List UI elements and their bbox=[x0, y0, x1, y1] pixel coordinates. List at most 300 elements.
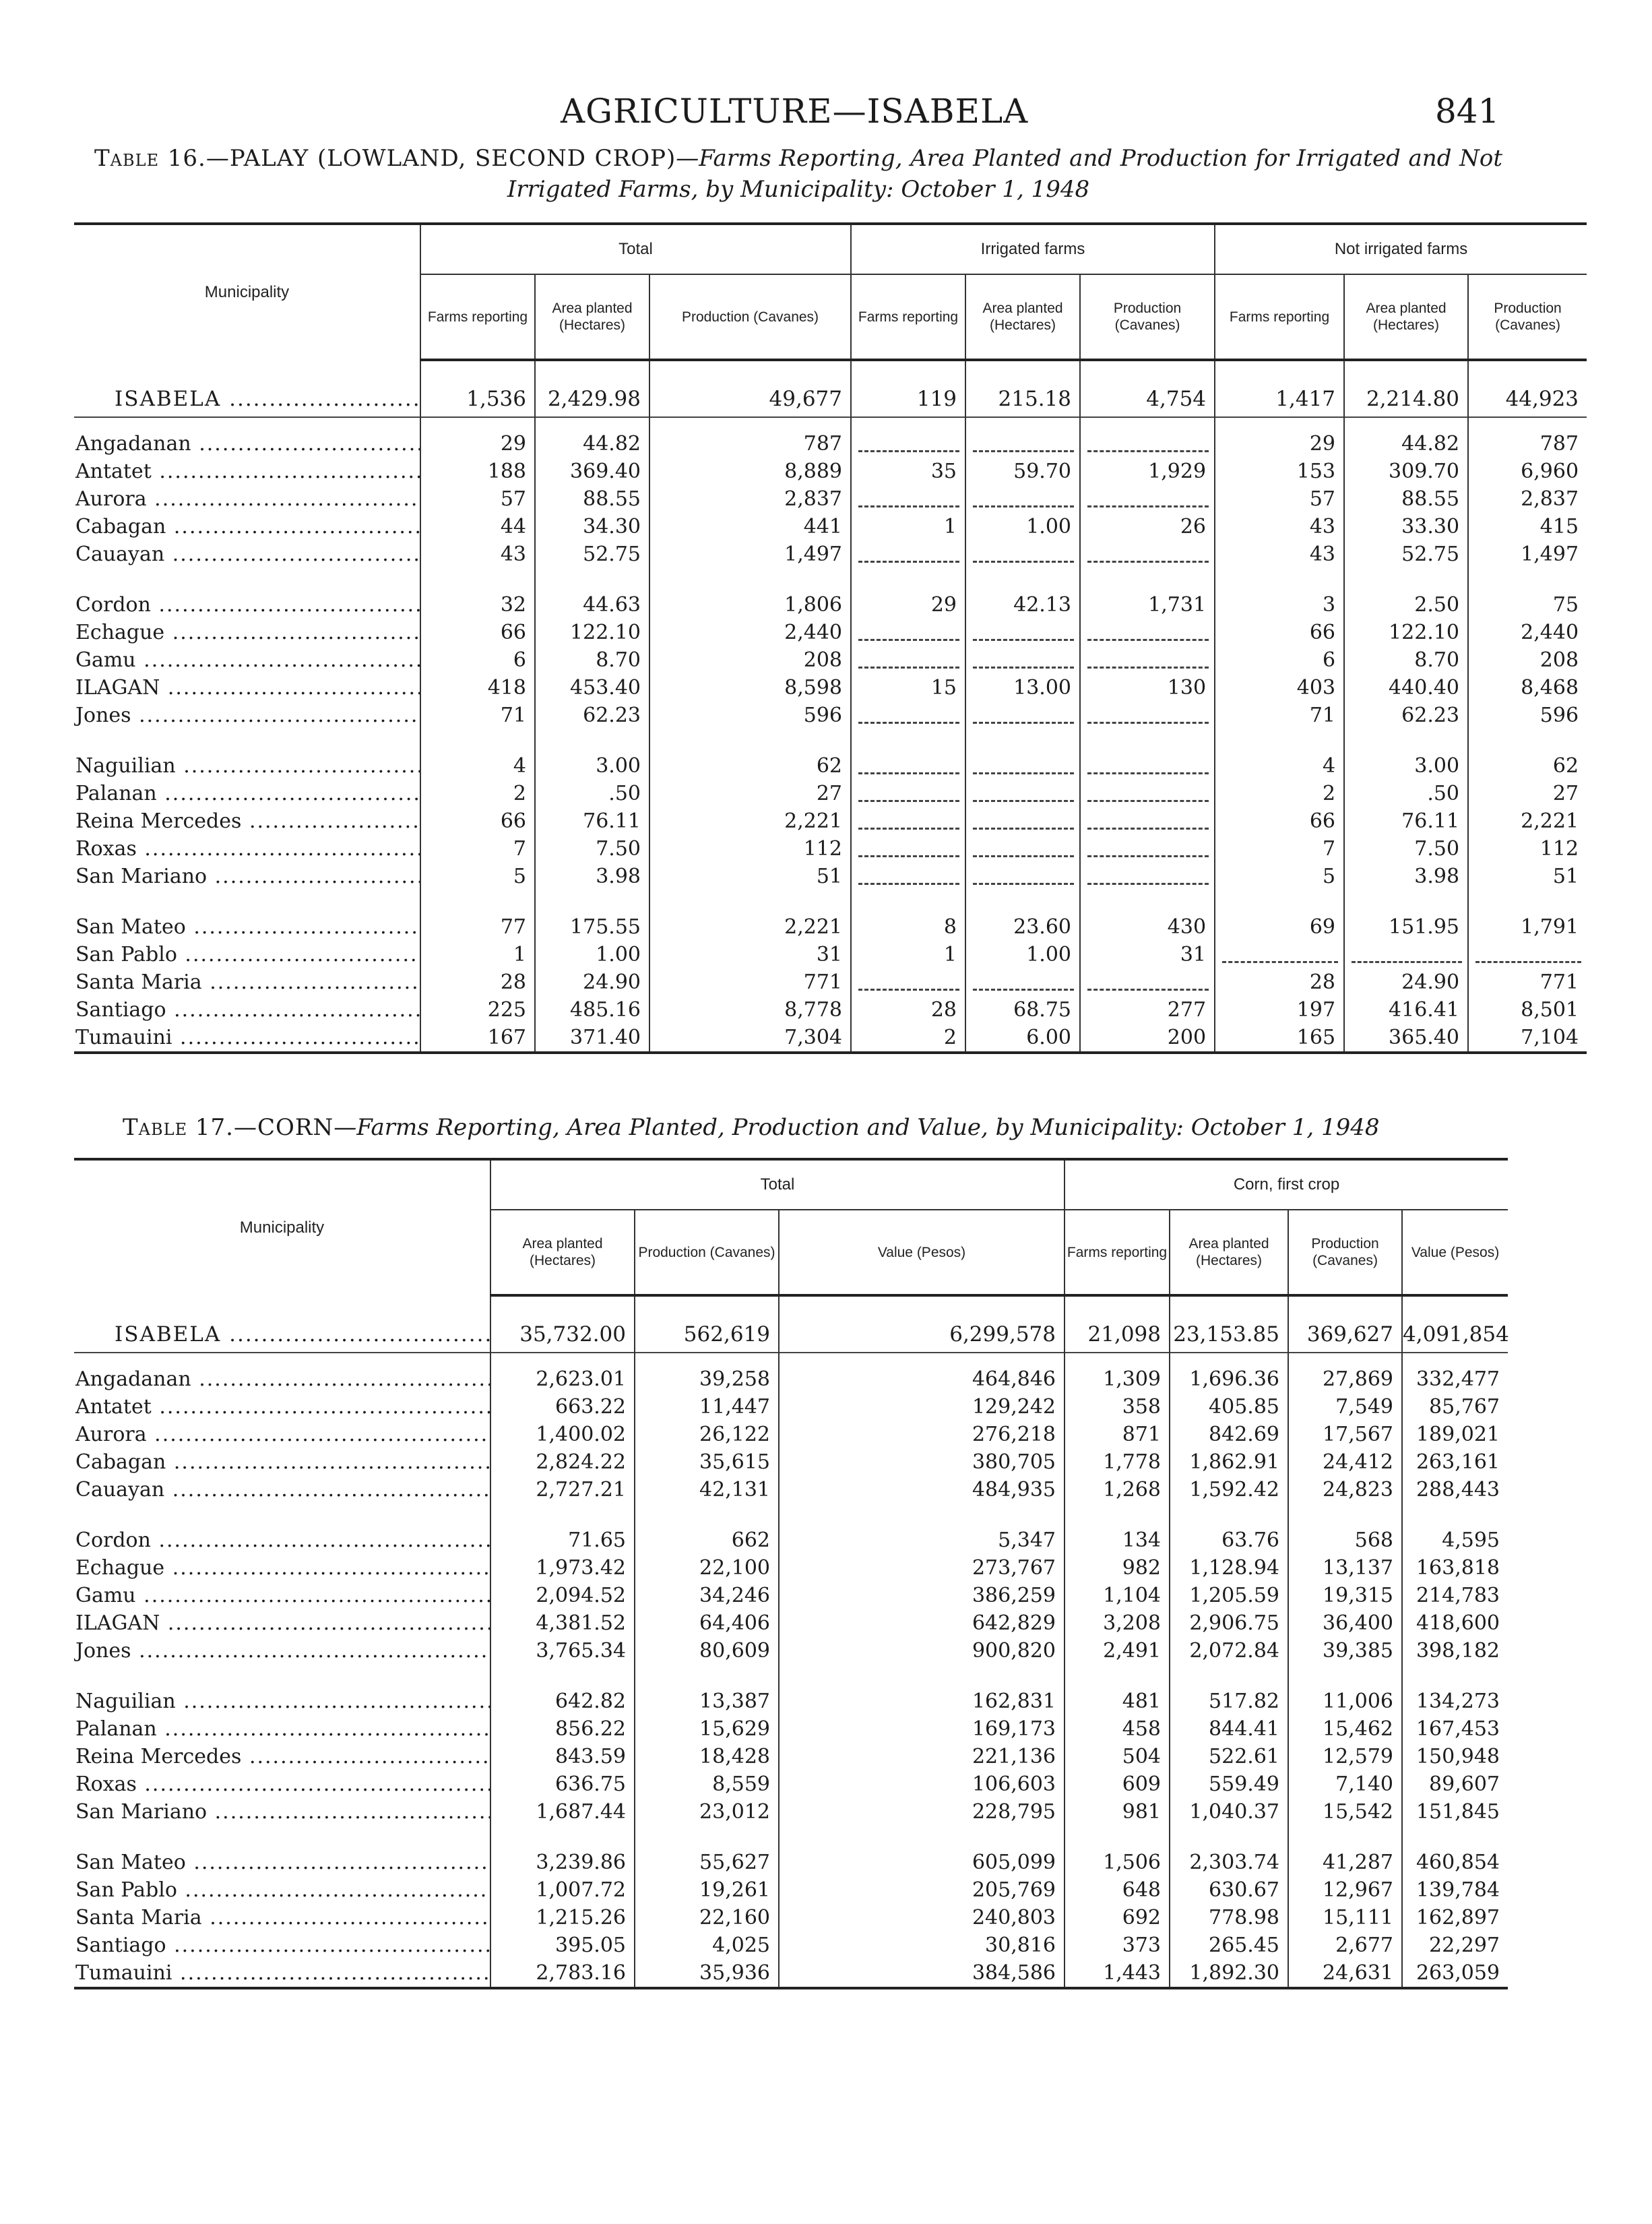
table-row bbox=[74, 1365, 1508, 1393]
spacer-cell bbox=[779, 1665, 1065, 1688]
data-cell: 5,347 bbox=[779, 1526, 1065, 1554]
table-row bbox=[74, 1743, 1508, 1770]
total-label: ISABELA ..... bbox=[74, 1317, 490, 1353]
data-cell: 460,854 bbox=[1402, 1849, 1508, 1876]
total-cell: 1,417 bbox=[1215, 381, 1344, 417]
data-cell: 3.00 bbox=[1344, 752, 1468, 780]
data-cell: 41,287 bbox=[1288, 1849, 1402, 1876]
spacer-cell bbox=[420, 360, 535, 381]
data-cell: 1,497 bbox=[1468, 540, 1587, 568]
data-cell: 76.11 bbox=[535, 807, 649, 835]
spacer-cell bbox=[490, 1665, 635, 1688]
data-cell: 169,173 bbox=[779, 1715, 1065, 1743]
data-cell: 200 bbox=[1080, 1024, 1215, 1053]
data-cell: 36,400 bbox=[1288, 1609, 1402, 1637]
spacer-cell bbox=[635, 1504, 779, 1526]
total-cell: 49,677 bbox=[649, 381, 851, 417]
data-cell: 398,182 bbox=[1402, 1637, 1508, 1665]
municipality-name: Reina Mercedes ..... bbox=[74, 807, 420, 835]
spacer-cell bbox=[535, 890, 649, 913]
data-cell: 8,598 bbox=[649, 674, 851, 702]
data-cell: 7,549 bbox=[1288, 1393, 1402, 1421]
data-cell: 1,687.44 bbox=[490, 1798, 635, 1826]
data-cell: 112 bbox=[649, 835, 851, 863]
spacer-row bbox=[74, 1665, 1508, 1688]
data-cell: 8,501 bbox=[1468, 996, 1587, 1024]
data-cell bbox=[851, 646, 965, 674]
data-cell: 605,099 bbox=[779, 1849, 1065, 1876]
spacer-row bbox=[74, 418, 1587, 430]
spacer-cell bbox=[74, 1504, 490, 1526]
data-cell: 88.55 bbox=[1344, 485, 1468, 513]
municipality-name: Tumauini ..... bbox=[74, 1959, 490, 1988]
data-cell bbox=[851, 485, 965, 513]
table17-subcol-header: Value (Pesos) bbox=[1402, 1210, 1508, 1295]
data-cell: 112 bbox=[1468, 835, 1587, 863]
data-cell: 27 bbox=[649, 780, 851, 807]
data-cell: 6 bbox=[1215, 646, 1344, 674]
data-cell: 22,297 bbox=[1402, 1932, 1508, 1959]
data-cell: 2,221 bbox=[649, 807, 851, 835]
data-cell: 30,816 bbox=[779, 1932, 1065, 1959]
data-cell bbox=[851, 619, 965, 646]
table-row bbox=[74, 752, 1587, 780]
data-cell: 1,215.26 bbox=[490, 1904, 635, 1932]
data-cell: 2,221 bbox=[1468, 807, 1587, 835]
spacer-cell bbox=[649, 360, 851, 381]
spacer-cell bbox=[1288, 1295, 1402, 1317]
spacer-cell bbox=[851, 890, 965, 913]
table-row bbox=[74, 702, 1587, 729]
spacer-cell bbox=[635, 1353, 779, 1365]
data-cell: 106,603 bbox=[779, 1770, 1065, 1798]
table-row bbox=[74, 968, 1587, 996]
data-cell: 386,259 bbox=[779, 1582, 1065, 1609]
data-cell: 309.70 bbox=[1344, 458, 1468, 485]
municipality-name: San Pablo ..... bbox=[74, 1876, 490, 1904]
data-cell: 12,579 bbox=[1288, 1743, 1402, 1770]
data-cell: 134 bbox=[1065, 1526, 1170, 1554]
data-cell: 129,242 bbox=[779, 1393, 1065, 1421]
data-cell: 57 bbox=[420, 485, 535, 513]
data-cell bbox=[851, 430, 965, 458]
spacer-cell bbox=[74, 1665, 490, 1688]
data-cell: 332,477 bbox=[1402, 1365, 1508, 1393]
spacer-row bbox=[74, 1353, 1508, 1365]
total-cell: 1,536 bbox=[420, 381, 535, 417]
data-cell: 59.70 bbox=[965, 458, 1080, 485]
table-row bbox=[74, 1024, 1587, 1053]
spacer-cell bbox=[1288, 1504, 1402, 1526]
data-cell: 504 bbox=[1065, 1743, 1170, 1770]
table-row bbox=[74, 1393, 1508, 1421]
table16-subcol-header: Area planted (Hectares) bbox=[535, 274, 649, 360]
municipality-name: Roxas ..... bbox=[74, 1770, 490, 1798]
table17-subcol-header: Area planted (Hectares) bbox=[490, 1210, 635, 1295]
spacer-cell bbox=[1080, 360, 1215, 381]
data-cell: 22,100 bbox=[635, 1554, 779, 1582]
spacer-cell bbox=[1344, 729, 1468, 752]
table17-group-total: Total bbox=[490, 1159, 1065, 1210]
data-cell: 1,443 bbox=[1065, 1959, 1170, 1988]
data-cell: 7,104 bbox=[1468, 1024, 1587, 1053]
spacer-cell bbox=[649, 568, 851, 591]
data-cell: 24,823 bbox=[1288, 1476, 1402, 1504]
data-cell: 31 bbox=[649, 941, 851, 968]
data-cell bbox=[851, 540, 965, 568]
data-cell: 1 bbox=[420, 941, 535, 968]
municipality-name: Cauayan ..... bbox=[74, 1476, 490, 1504]
data-cell: 844.41 bbox=[1170, 1715, 1288, 1743]
data-cell: 43 bbox=[1215, 513, 1344, 540]
data-cell: 68.75 bbox=[965, 996, 1080, 1024]
data-cell: 1,205.59 bbox=[1170, 1582, 1288, 1609]
data-cell: 559.49 bbox=[1170, 1770, 1288, 1798]
spacer-cell bbox=[1402, 1353, 1508, 1365]
municipality-name: Santiago ..... bbox=[74, 1932, 490, 1959]
data-cell: 2,727.21 bbox=[490, 1476, 635, 1504]
data-cell: 7 bbox=[420, 835, 535, 863]
data-cell: 7.50 bbox=[1344, 835, 1468, 863]
data-cell: 163,818 bbox=[1402, 1554, 1508, 1582]
data-cell: 484,935 bbox=[779, 1476, 1065, 1504]
data-cell: 214,783 bbox=[1402, 1582, 1508, 1609]
table17-subcol-header: Farms reporting bbox=[1065, 1210, 1170, 1295]
table16-group-not-irrigated: Not irrigated farms bbox=[1215, 224, 1587, 274]
data-cell: 35,936 bbox=[635, 1959, 779, 1988]
data-cell: 5 bbox=[420, 863, 535, 890]
spacer-cell bbox=[1215, 890, 1344, 913]
table-row bbox=[74, 996, 1587, 1024]
table16-subcol-header: Production (Cavanes) bbox=[1468, 274, 1587, 360]
data-cell: 1.00 bbox=[965, 513, 1080, 540]
data-cell: 2,906.75 bbox=[1170, 1609, 1288, 1637]
data-cell: 33.30 bbox=[1344, 513, 1468, 540]
total-cell: 562,619 bbox=[635, 1317, 779, 1353]
data-cell: 273,767 bbox=[779, 1554, 1065, 1582]
data-cell: 440.40 bbox=[1344, 674, 1468, 702]
table-row bbox=[74, 863, 1587, 890]
data-cell: 42,131 bbox=[635, 1476, 779, 1504]
data-cell: 596 bbox=[649, 702, 851, 729]
data-cell: 27,869 bbox=[1288, 1365, 1402, 1393]
data-cell: 24,631 bbox=[1288, 1959, 1402, 1988]
spacer-cell bbox=[1344, 568, 1468, 591]
data-cell: 240,803 bbox=[779, 1904, 1065, 1932]
data-cell: 8,889 bbox=[649, 458, 851, 485]
spacer-cell bbox=[1468, 729, 1587, 752]
spacer-cell bbox=[535, 360, 649, 381]
total-cell: 4,091,854 bbox=[1402, 1317, 1508, 1353]
data-cell: 2,440 bbox=[649, 619, 851, 646]
table-row bbox=[74, 1770, 1508, 1798]
data-cell: 464,846 bbox=[779, 1365, 1065, 1393]
spacer-cell bbox=[1215, 568, 1344, 591]
data-cell: 44.82 bbox=[1344, 430, 1468, 458]
data-cell: 71.65 bbox=[490, 1526, 635, 1554]
municipality-name: Echague ..... bbox=[74, 1554, 490, 1582]
municipality-name: San Mariano ..... bbox=[74, 863, 420, 890]
data-cell: 75 bbox=[1468, 591, 1587, 619]
data-cell bbox=[1080, 752, 1215, 780]
data-cell: 66 bbox=[1215, 619, 1344, 646]
spacer-cell bbox=[535, 568, 649, 591]
table-row bbox=[74, 1526, 1508, 1554]
data-cell: 34,246 bbox=[635, 1582, 779, 1609]
municipality-name: San Pablo ..... bbox=[74, 941, 420, 968]
spacer-cell bbox=[1170, 1665, 1288, 1688]
data-cell: 568 bbox=[1288, 1526, 1402, 1554]
data-cell: 1,400.02 bbox=[490, 1421, 635, 1448]
spacer-cell bbox=[1288, 1665, 1402, 1688]
table-row bbox=[74, 1798, 1508, 1826]
data-cell: 66 bbox=[420, 807, 535, 835]
spacer-cell bbox=[74, 1353, 490, 1365]
spacer-cell bbox=[420, 418, 535, 430]
total-cell: 2,214.80 bbox=[1344, 381, 1468, 417]
municipality-name: Cordon ..... bbox=[74, 1526, 490, 1554]
spacer-cell bbox=[965, 360, 1080, 381]
total-cell: 369,627 bbox=[1288, 1317, 1402, 1353]
data-cell bbox=[965, 646, 1080, 674]
spacer-cell bbox=[420, 729, 535, 752]
data-cell: 43 bbox=[420, 540, 535, 568]
table17-group-first-crop: Corn, first crop bbox=[1065, 1159, 1508, 1210]
data-cell: 167 bbox=[420, 1024, 535, 1053]
table-row bbox=[74, 591, 1587, 619]
data-cell: 8.70 bbox=[535, 646, 649, 674]
spacer-cell bbox=[420, 568, 535, 591]
data-cell: 13.00 bbox=[965, 674, 1080, 702]
data-cell: 189,021 bbox=[1402, 1421, 1508, 1448]
data-cell: 6.00 bbox=[965, 1024, 1080, 1053]
spacer-cell bbox=[965, 729, 1080, 752]
data-cell: 29 bbox=[420, 430, 535, 458]
data-cell: 642,829 bbox=[779, 1609, 1065, 1637]
total-cell: 215.18 bbox=[965, 381, 1080, 417]
data-cell: 225 bbox=[420, 996, 535, 1024]
data-cell: 1,007.72 bbox=[490, 1876, 635, 1904]
data-cell: 5 bbox=[1215, 863, 1344, 890]
data-cell: 843.59 bbox=[490, 1743, 635, 1770]
data-cell: 2,094.52 bbox=[490, 1582, 635, 1609]
data-cell: 403 bbox=[1215, 674, 1344, 702]
municipality-name: Cordon ..... bbox=[74, 591, 420, 619]
table-row bbox=[74, 913, 1587, 941]
data-cell: 221,136 bbox=[779, 1743, 1065, 1770]
table-row bbox=[74, 540, 1587, 568]
data-cell: 88.55 bbox=[535, 485, 649, 513]
data-cell: 900,820 bbox=[779, 1637, 1065, 1665]
data-cell: 1,806 bbox=[649, 591, 851, 619]
data-cell: 4,381.52 bbox=[490, 1609, 635, 1637]
data-cell: 43 bbox=[1215, 540, 1344, 568]
spacer-cell bbox=[779, 1295, 1065, 1317]
spacer-cell bbox=[1402, 1504, 1508, 1526]
data-cell: 24,412 bbox=[1288, 1448, 1402, 1476]
data-cell bbox=[1080, 780, 1215, 807]
data-cell: 11,006 bbox=[1288, 1688, 1402, 1715]
data-cell: 35 bbox=[851, 458, 965, 485]
data-cell: 17,567 bbox=[1288, 1421, 1402, 1448]
spacer-row bbox=[74, 890, 1587, 913]
data-cell: 4,025 bbox=[635, 1932, 779, 1959]
data-cell: 8,559 bbox=[635, 1770, 779, 1798]
municipality-name: Angadanan ..... bbox=[74, 1365, 490, 1393]
spacer-cell bbox=[74, 360, 420, 381]
spacer-cell bbox=[635, 1665, 779, 1688]
municipality-name: Palanan ..... bbox=[74, 1715, 490, 1743]
data-cell: 981 bbox=[1065, 1798, 1170, 1826]
data-cell: 34.30 bbox=[535, 513, 649, 540]
data-cell bbox=[1080, 968, 1215, 996]
data-cell: 2,440 bbox=[1468, 619, 1587, 646]
data-cell: 77 bbox=[420, 913, 535, 941]
data-cell: 1,040.37 bbox=[1170, 1798, 1288, 1826]
table17-col-municipality: Municipality bbox=[74, 1159, 490, 1295]
spacer-row bbox=[74, 1504, 1508, 1526]
data-cell: 517.82 bbox=[1170, 1688, 1288, 1715]
spacer-cell bbox=[1468, 360, 1587, 381]
spacer-cell bbox=[649, 729, 851, 752]
spacer-cell bbox=[1080, 729, 1215, 752]
data-cell bbox=[965, 835, 1080, 863]
spacer-cell bbox=[1344, 360, 1468, 381]
data-cell: 28 bbox=[1215, 968, 1344, 996]
data-cell: 636.75 bbox=[490, 1770, 635, 1798]
data-cell: 76.11 bbox=[1344, 807, 1468, 835]
data-cell: 42.13 bbox=[965, 591, 1080, 619]
data-cell: 1,778 bbox=[1065, 1448, 1170, 1476]
municipality-name: Santa Maria ..... bbox=[74, 968, 420, 996]
data-cell: 856.22 bbox=[490, 1715, 635, 1743]
spacer-cell bbox=[1288, 1826, 1402, 1849]
data-cell: .50 bbox=[1344, 780, 1468, 807]
data-cell: 7.50 bbox=[535, 835, 649, 863]
spacer-cell bbox=[74, 890, 420, 913]
municipality-name: Cabagan ..... bbox=[74, 1448, 490, 1476]
data-cell: 15,111 bbox=[1288, 1904, 1402, 1932]
data-cell: 2,491 bbox=[1065, 1637, 1170, 1665]
municipality-name: Echague ..... bbox=[74, 619, 420, 646]
data-cell bbox=[851, 807, 965, 835]
table-row bbox=[74, 1448, 1508, 1476]
spacer-cell bbox=[1402, 1665, 1508, 1688]
total-cell: 21,098 bbox=[1065, 1317, 1170, 1353]
data-cell: 1,862.91 bbox=[1170, 1448, 1288, 1476]
data-cell: 771 bbox=[1468, 968, 1587, 996]
data-cell: 26 bbox=[1080, 513, 1215, 540]
page-number: 841 bbox=[1435, 92, 1500, 131]
data-cell: 122.10 bbox=[535, 619, 649, 646]
spacer-cell bbox=[851, 568, 965, 591]
table16 bbox=[74, 222, 1587, 1054]
municipality-name: Reina Mercedes ..... bbox=[74, 1743, 490, 1770]
data-cell: 89,607 bbox=[1402, 1770, 1508, 1798]
data-cell bbox=[1080, 702, 1215, 729]
spacer-cell bbox=[965, 568, 1080, 591]
total-cell: 119 bbox=[851, 381, 965, 417]
data-cell: 369.40 bbox=[535, 458, 649, 485]
table-row bbox=[74, 1421, 1508, 1448]
data-cell: 2,677 bbox=[1288, 1932, 1402, 1959]
municipality-name: Naguilian ..... bbox=[74, 752, 420, 780]
spacer-cell bbox=[420, 890, 535, 913]
data-cell: 8,778 bbox=[649, 996, 851, 1024]
data-cell bbox=[965, 863, 1080, 890]
table-row bbox=[74, 646, 1587, 674]
table16-group-total: Total bbox=[420, 224, 851, 274]
data-cell bbox=[965, 807, 1080, 835]
spacer-cell bbox=[1065, 1353, 1170, 1365]
data-cell: 7 bbox=[1215, 835, 1344, 863]
table16-caption bbox=[94, 143, 1502, 205]
data-cell: 3 bbox=[1215, 591, 1344, 619]
total-row bbox=[74, 381, 1587, 417]
table-row bbox=[74, 619, 1587, 646]
data-cell: 418,600 bbox=[1402, 1609, 1508, 1637]
data-cell: 18,428 bbox=[635, 1743, 779, 1770]
table-row bbox=[74, 1876, 1508, 1904]
data-cell: 2,623.01 bbox=[490, 1365, 635, 1393]
data-cell: 31 bbox=[1080, 941, 1215, 968]
data-cell: 485.16 bbox=[535, 996, 649, 1024]
total-cell: 4,754 bbox=[1080, 381, 1215, 417]
data-cell: 522.61 bbox=[1170, 1743, 1288, 1770]
data-cell: 1,973.42 bbox=[490, 1554, 635, 1582]
spacer-cell bbox=[74, 1295, 490, 1317]
data-cell: 8.70 bbox=[1344, 646, 1468, 674]
data-cell: 596 bbox=[1468, 702, 1587, 729]
table-row bbox=[74, 485, 1587, 513]
table16-col-municipality: Municipality bbox=[74, 224, 420, 360]
data-cell: 51 bbox=[649, 863, 851, 890]
data-cell: 2 bbox=[1215, 780, 1344, 807]
data-cell: 453.40 bbox=[535, 674, 649, 702]
spacer-cell bbox=[1402, 1826, 1508, 1849]
municipality-name: Aurora ..... bbox=[74, 485, 420, 513]
municipality-name: Gamu ..... bbox=[74, 646, 420, 674]
data-cell bbox=[965, 752, 1080, 780]
data-cell: 2 bbox=[420, 780, 535, 807]
municipality-name: San Mateo ..... bbox=[74, 913, 420, 941]
table17-subcol-header: Area planted (Hectares) bbox=[1170, 1210, 1288, 1295]
data-cell: 57 bbox=[1215, 485, 1344, 513]
data-cell bbox=[965, 430, 1080, 458]
data-cell bbox=[965, 702, 1080, 729]
data-cell: 130 bbox=[1080, 674, 1215, 702]
data-cell bbox=[1080, 485, 1215, 513]
table16-subcol-header: Farms reporting bbox=[1215, 274, 1344, 360]
data-cell: 13,387 bbox=[635, 1688, 779, 1715]
spacer-row bbox=[74, 1826, 1508, 1849]
data-cell: 663.22 bbox=[490, 1393, 635, 1421]
data-cell: 642.82 bbox=[490, 1688, 635, 1715]
data-cell: 39,258 bbox=[635, 1365, 779, 1393]
data-cell: 27 bbox=[1468, 780, 1587, 807]
data-cell: 481 bbox=[1065, 1688, 1170, 1715]
data-cell: 28 bbox=[851, 996, 965, 1024]
data-cell: 3,239.86 bbox=[490, 1849, 635, 1876]
data-cell: 6 bbox=[420, 646, 535, 674]
municipality-name: Jones ..... bbox=[74, 702, 420, 729]
data-cell bbox=[1080, 807, 1215, 835]
table17-subcol-header: Production (Cavanes) bbox=[1288, 1210, 1402, 1295]
spacer-cell bbox=[490, 1826, 635, 1849]
total-row bbox=[74, 1317, 1508, 1353]
spacer-cell bbox=[779, 1353, 1065, 1365]
municipality-name: Jones ..... bbox=[74, 1637, 490, 1665]
